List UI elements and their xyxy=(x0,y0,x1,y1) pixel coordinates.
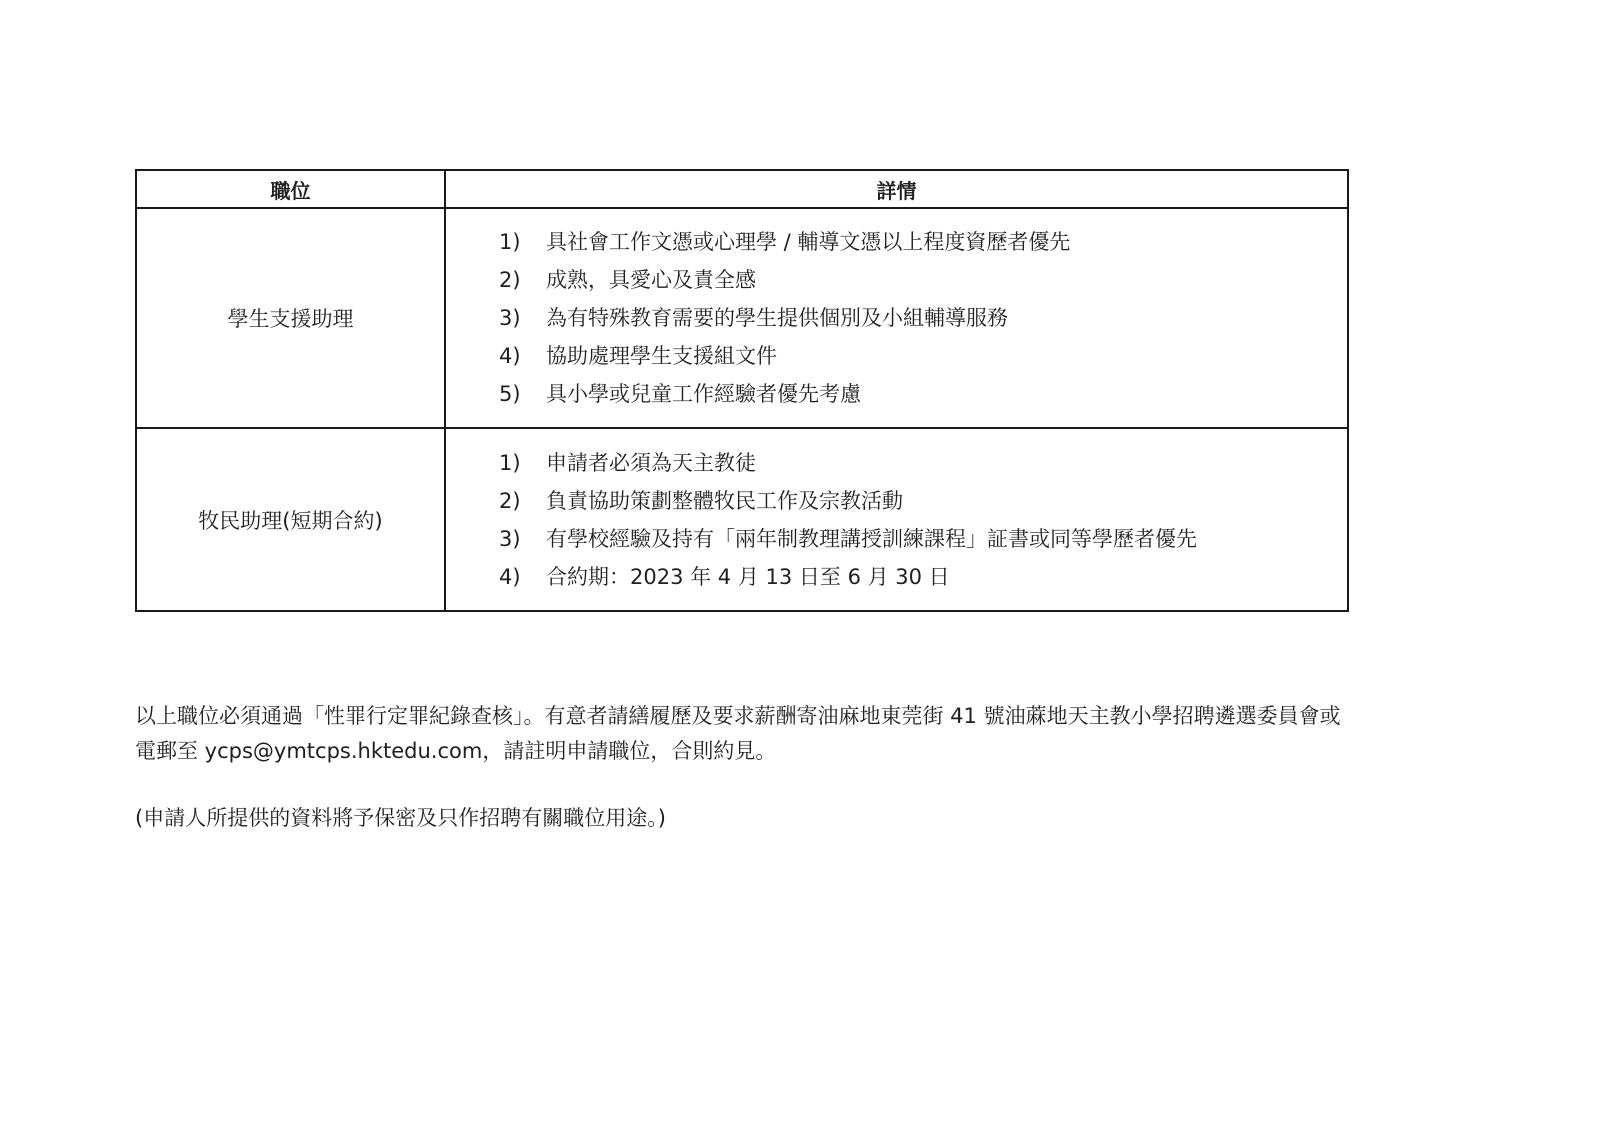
item-text: 協助處理學生支援組文件 xyxy=(546,344,777,368)
item-number: 2) xyxy=(499,488,521,513)
privacy-note: (申請人所提供的資料將予保密及只作招聘有關職位用途。) xyxy=(135,806,666,830)
item-number: 2) xyxy=(499,268,521,292)
item-number: 3) xyxy=(499,526,521,551)
item-text: 負責協助策劃整體牧民工作及宗教活動 xyxy=(546,488,903,513)
list-item xyxy=(499,223,1347,261)
details-list xyxy=(446,223,1347,413)
item-text: 成熟，具愛心及責全感 xyxy=(546,268,756,292)
details-list xyxy=(446,444,1347,596)
table-row xyxy=(136,208,1348,428)
item-text: 具社會工作文憑或心理學 / 輔導文憑以上程度資歷者優先 xyxy=(546,230,1071,254)
item-number: 5) xyxy=(499,382,521,406)
item-text: 具小學或兒童工作經驗者優先考慮 xyxy=(546,382,861,406)
header-position: 職位 xyxy=(136,170,445,208)
list-item xyxy=(499,375,1347,413)
list-item xyxy=(499,558,1347,596)
details-cell xyxy=(445,208,1348,428)
item-text: 為有特殊教育需要的學生提供個別及小組輔導服務 xyxy=(546,306,1008,330)
position-name: 牧民助理(短期合約) xyxy=(136,428,445,611)
list-item xyxy=(499,444,1347,482)
table-header-row xyxy=(136,170,1348,208)
job-table xyxy=(135,169,1349,612)
item-text: 合約期：2023 年 4 月 13 日至 6 月 30 日 xyxy=(546,564,950,589)
application-notice: 以上職位必須通過「性罪行定罪紀錄查核」。有意者請繕履歷及要求薪酬寄油麻地東莞街 41 號油蔴地天主教小學招聘遴選委員會或電郵至 ycps@ymtcps.hktedu.com，請註明申請職位，合則約見。 xyxy=(135,704,1341,763)
list-item xyxy=(499,299,1347,337)
item-text: 申請者必須為天主教徒 xyxy=(546,450,756,475)
item-number: 1) xyxy=(499,450,521,475)
list-item xyxy=(499,337,1347,375)
item-number: 3) xyxy=(499,306,521,330)
position-name: 學生支援助理 xyxy=(136,208,445,428)
item-number: 4) xyxy=(499,564,521,589)
details-cell xyxy=(445,428,1348,611)
table-row xyxy=(136,428,1348,611)
header-details: 詳情 xyxy=(445,170,1348,208)
list-item xyxy=(499,520,1347,558)
list-item xyxy=(499,261,1347,299)
list-item xyxy=(499,482,1347,520)
item-text: 有學校經驗及持有「兩年制教理講授訓練課程」証書或同等學歷者優先 xyxy=(546,526,1197,551)
item-number: 1) xyxy=(499,230,521,254)
item-number: 4) xyxy=(499,344,521,368)
